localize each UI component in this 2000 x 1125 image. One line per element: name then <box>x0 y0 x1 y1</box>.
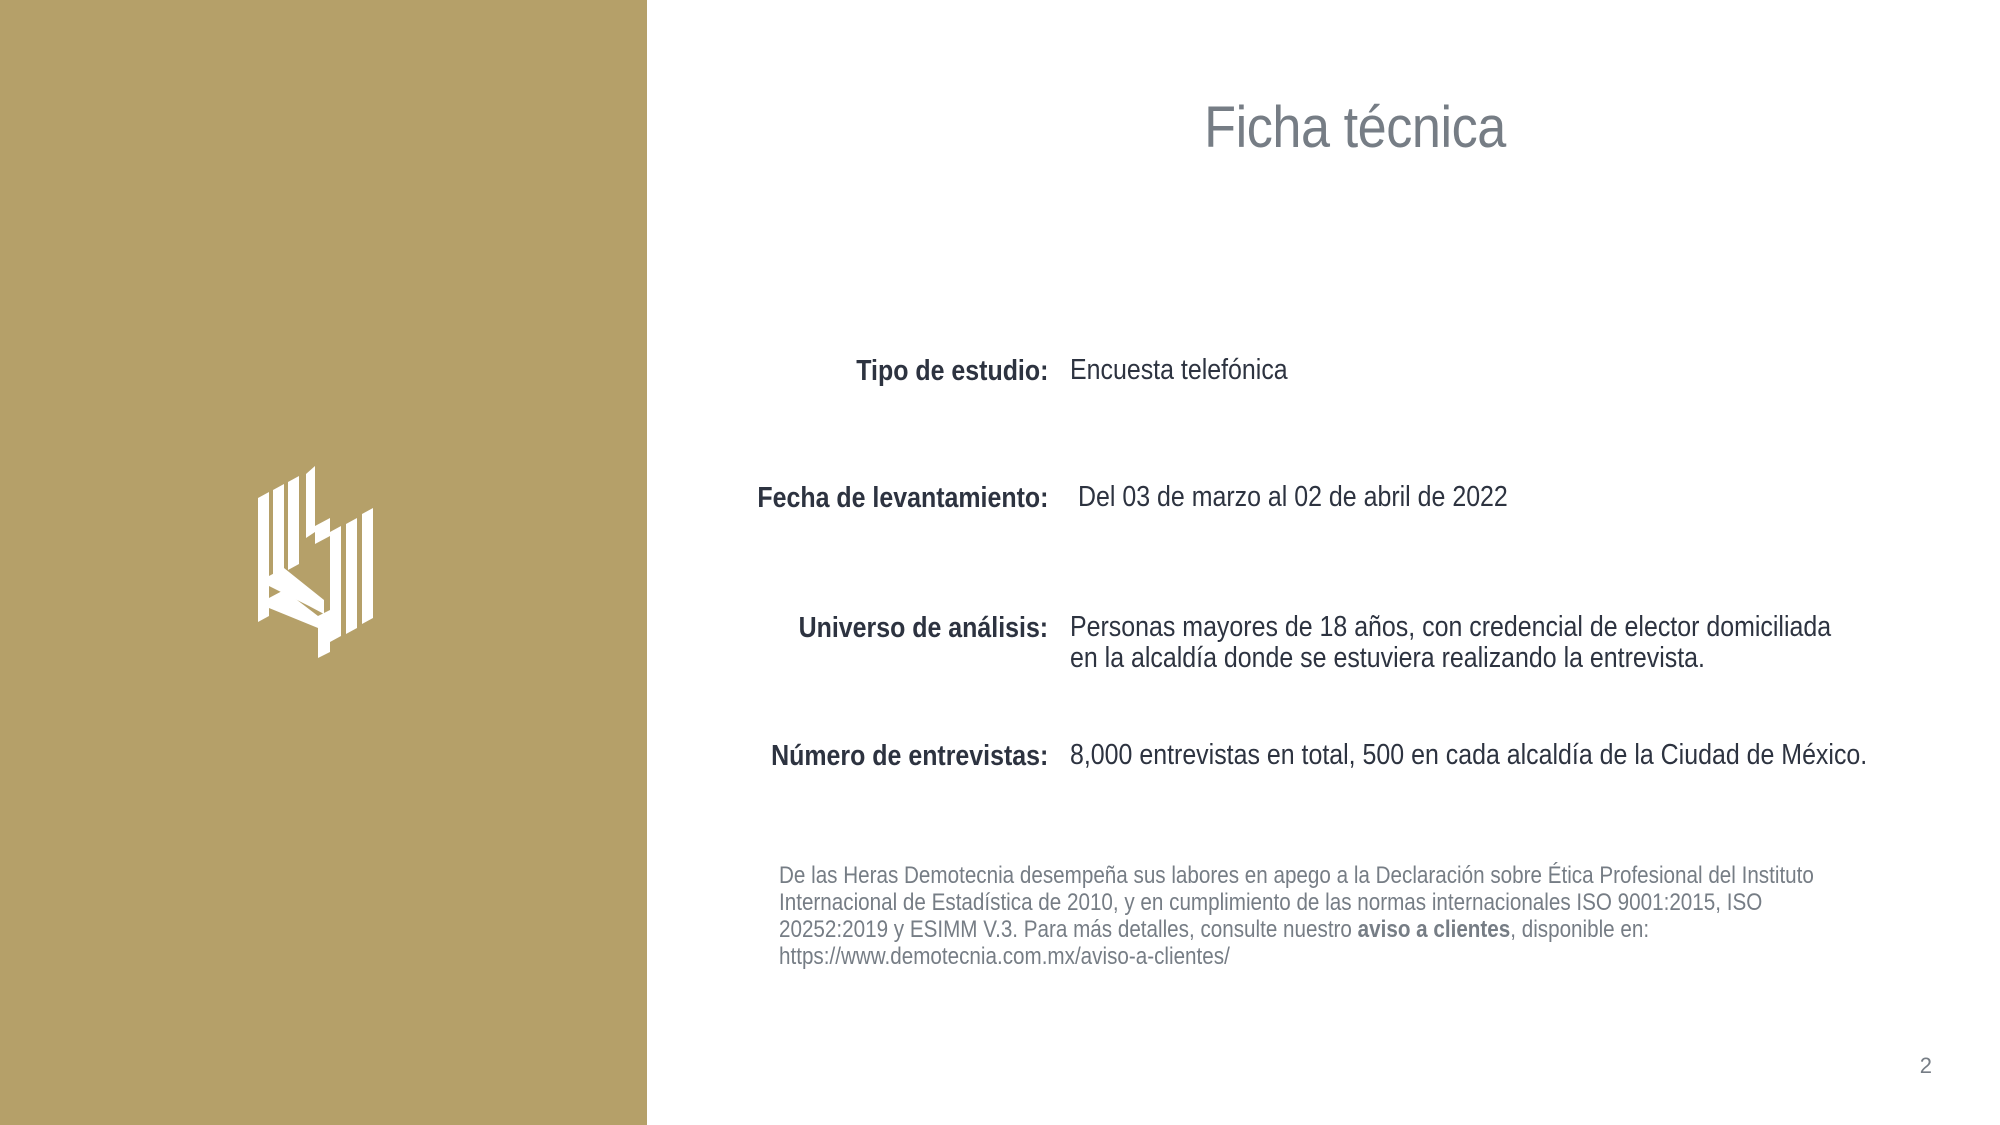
field-label-fecha-levantamiento: Fecha de levantamiento: <box>756 482 1048 514</box>
note-line: Internacional de Estadística de 2010, y en cumplimiento de las normas internacionales ISO 9001:2015, ISO <box>779 889 1763 916</box>
field-value-numero-entrevistas <box>1070 740 1867 771</box>
value-line: en la alcaldía donde se estuviera realizando la entrevista. <box>1070 642 1705 674</box>
field-value-universo-analisis <box>1070 612 1831 674</box>
note-text: , disponible en: <box>1510 916 1650 943</box>
value-line: 8,000 entrevistas en total, 500 en cada alcaldía de la Ciudad de México. <box>1070 739 1868 771</box>
left-brand-panel <box>0 0 647 1125</box>
field-value-tipo-estudio <box>1070 355 1288 386</box>
value-line: Encuesta telefónica <box>1070 354 1288 386</box>
value-line: Personas mayores de 18 años, con credencial de elector domiciliada <box>1070 611 1832 643</box>
demotecnia-logo-icon <box>258 466 388 658</box>
page-number: 2 <box>1919 1053 1932 1078</box>
note-line <box>779 916 1777 943</box>
note-line: De las Heras Demotecnia desempeña sus labores en apego a la Declaración sobre Ética Profesional del Instituto <box>779 862 1814 889</box>
aviso-clientes-url: https://www.demotecnia.com.mx/aviso-a-clientes/ <box>779 943 1230 970</box>
ethics-note <box>779 862 1814 970</box>
aviso-clientes-emphasis: aviso a clientes <box>1357 916 1511 943</box>
page-title: Ficha técnica <box>1204 95 1506 160</box>
note-text: 20252:2019 y ESIMM V.3. Para más detalles, consulte nuestro <box>779 916 1358 943</box>
field-value-fecha-levantamiento <box>1078 482 1508 513</box>
field-label-numero-entrevistas: Número de entrevistas: <box>770 740 1048 772</box>
field-label-tipo-estudio: Tipo de estudio: <box>855 355 1048 387</box>
field-label-universo-analisis: Universo de análisis: <box>798 612 1048 644</box>
value-line: Del 03 de marzo al 02 de abril de 2022 <box>1078 481 1508 513</box>
